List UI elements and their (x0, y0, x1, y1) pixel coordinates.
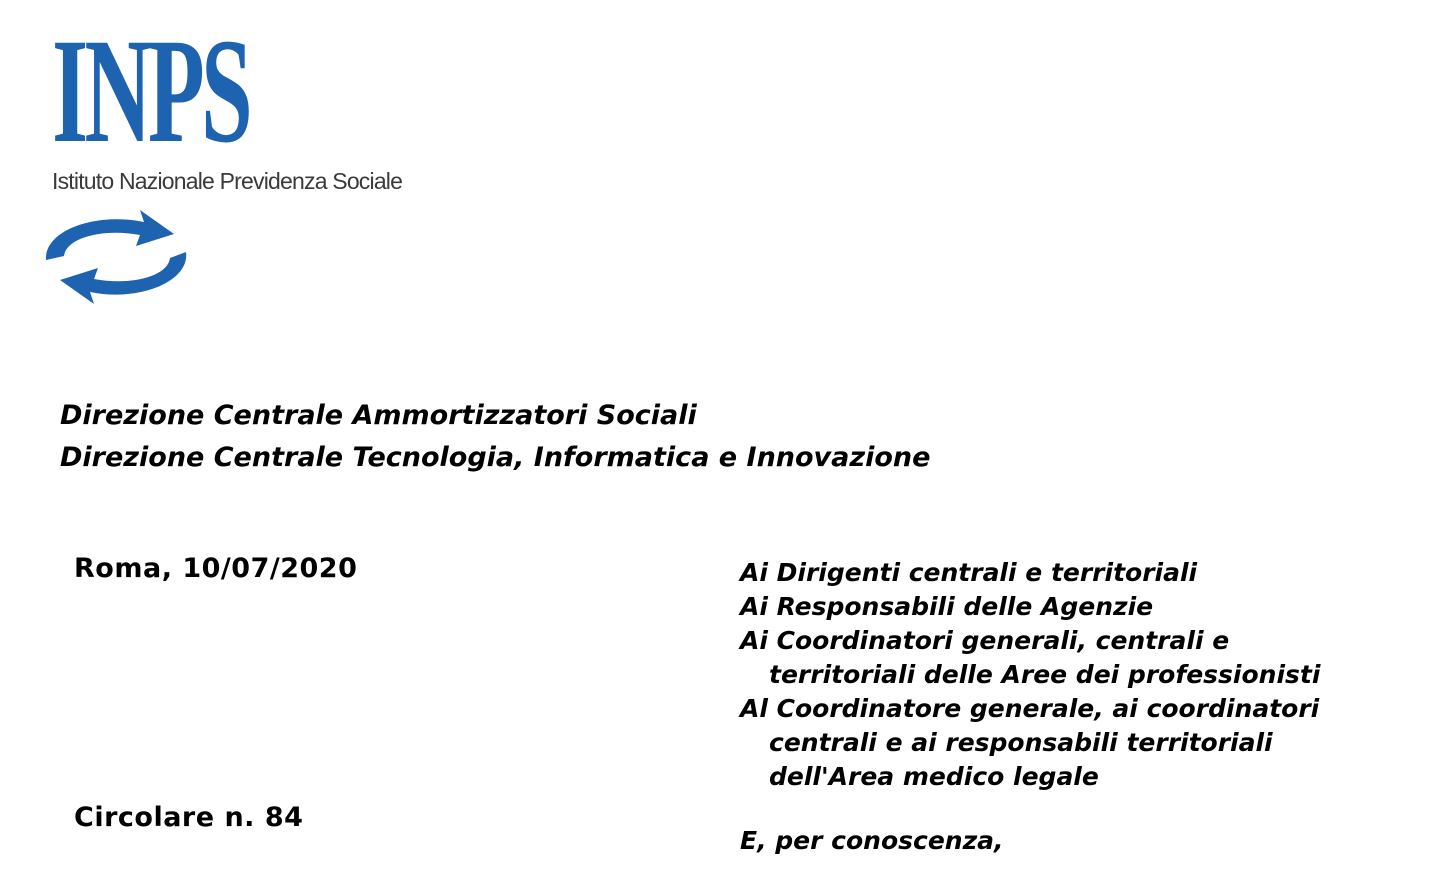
recipient-line: Ai Coordinatori generali, centrali e (740, 626, 1230, 655)
recipient-line: dell'Area medico legale (769, 762, 1099, 791)
recipient-line: Ai Dirigenti centrali e territoriali (740, 558, 1198, 587)
date-line: Roma, 10/07/2020 (74, 553, 358, 584)
circular-number: Circolare n. 84 (74, 802, 304, 833)
recipient-line: territoriali delle Aree dei professionisti (769, 660, 1321, 689)
logo-subtitle: Istituto Nazionale Previdenza Sociale (52, 168, 403, 194)
recipients-list (740, 556, 1380, 794)
inps-logo (36, 8, 466, 312)
recipient-line: Ai Responsabili delle Agenzie (740, 592, 1154, 621)
recipient-line: centrali e ai responsabili territoriali (769, 728, 1273, 757)
directorate-heading-2: Direzione Centrale Tecnologia, Informatica e Innovazione (60, 442, 931, 473)
circular-arrows-emblem-icon (36, 208, 196, 304)
directorate-heading-1: Direzione Centrale Ammortizzatori Sociali (60, 400, 697, 431)
cc-label: E, per conoscenza, (740, 826, 1004, 855)
recipient-line: Al Coordinatore generale, ai coordinatori (740, 694, 1320, 723)
logo-wordmark: INPS (52, 8, 250, 174)
